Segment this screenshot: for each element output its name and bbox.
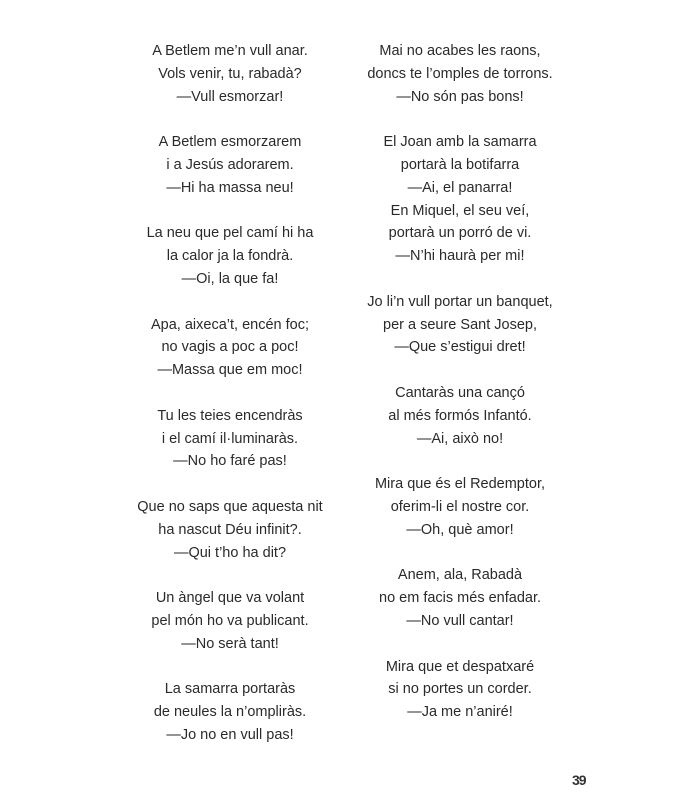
page-number: 39 (572, 772, 586, 788)
verse-line: La samarra portaràs (164, 681, 296, 698)
verse-line: i a Jesús adorarem. (166, 156, 294, 173)
verse-line: portarà un porró de vi. (388, 225, 532, 242)
stanza (100, 131, 360, 199)
verse-line: A Betlem me’n vull anar. (152, 43, 308, 59)
verse-line: Anem, ala, Rabadà (397, 567, 523, 584)
verse-line: si no portes un corder. (388, 681, 532, 698)
verse-line: —Hi ha massa neu! (166, 179, 294, 196)
verse-line: El Joan amb la samarra (383, 134, 537, 151)
verse-line: —Qui t’ho ha dit? (173, 544, 287, 561)
verse-line: Que no saps que aquesta nit (137, 498, 323, 515)
stanza (330, 40, 590, 108)
verse-line: per a seure Sant Josep, (383, 316, 537, 333)
stanza (330, 382, 590, 450)
stanza (100, 314, 360, 382)
verse-line: —Jo no en vull pas! (166, 726, 294, 743)
verse-line: Un àngel que va volant (155, 590, 305, 607)
verse-line: de neules la n’ompliràs. (153, 704, 307, 721)
verse-line: Jo li’n vull portar un banquet, (367, 293, 553, 310)
verse-line: —No vull cantar! (406, 612, 514, 629)
verse-line: —Massa que em moc! (157, 362, 303, 379)
verse-line: —No ho faré pas! (173, 453, 287, 470)
verse-line: doncs te l’omples de torrons. (367, 65, 553, 82)
stanza (100, 405, 360, 473)
verse-line: Mira que és el Redemptor, (374, 476, 546, 493)
verse-line: Tu les teies encendràs (157, 407, 303, 424)
poem-column-left (100, 40, 360, 770)
verse-line: al més formós Infantó. (388, 407, 532, 424)
verse-line: Cantaràs una cançó (395, 384, 525, 401)
verse-line: —Ja me n’aniré! (407, 704, 513, 721)
stanza (100, 496, 360, 564)
verse-line: —No són pas bons! (396, 88, 524, 105)
stanza (330, 131, 590, 268)
verse-line: —N’hi haurà per mi! (395, 248, 525, 265)
verse-line: —Oh, què amor! (406, 521, 514, 538)
verse-line: Mai no acabes les raons, (379, 43, 541, 59)
stanza (330, 291, 590, 359)
verse-line: Apa, aixeca’t, encén foc; (151, 316, 309, 333)
verse-line: Vols venir, tu, rabadà? (158, 65, 302, 82)
verse-line: no em facis més enfadar. (379, 590, 541, 607)
verse-line: portarà la botifarra (400, 156, 520, 173)
verse-line: Mira que et despatxaré (385, 658, 535, 675)
verse-line: i el camí il·luminaràs. (161, 430, 299, 447)
verse-line: La neu que pel camí hi ha (146, 225, 314, 242)
stanza (100, 40, 360, 108)
stanza (100, 678, 360, 746)
verse-line: En Miquel, el seu veí, (390, 202, 530, 219)
stanza (100, 222, 360, 290)
verse-line: ha nascut Déu infinit?. (158, 521, 302, 538)
verse-line: A Betlem esmorzarem (158, 134, 302, 151)
stanza (330, 656, 590, 724)
verse-line: —Que s’estigui dret! (394, 339, 526, 356)
verse-line: —Vull esmorzar! (176, 88, 284, 105)
verse-line: —Ai, això no! (416, 430, 504, 447)
verse-line: —Ai, el panarra! (407, 179, 513, 196)
verse-line: pel món ho va publicant. (151, 612, 309, 629)
stanza (100, 587, 360, 655)
verse-line: —No serà tant! (181, 635, 279, 652)
verse-line: la calor ja la fondrà. (166, 248, 294, 265)
verse-line: —Oi, la que fa! (181, 270, 279, 287)
stanza (330, 473, 590, 541)
poem-column-right (330, 40, 590, 747)
verse-line: no vagis a poc a poc! (161, 339, 299, 356)
verse-line: oferim-li el nostre cor. (390, 498, 530, 515)
stanza (330, 564, 590, 632)
